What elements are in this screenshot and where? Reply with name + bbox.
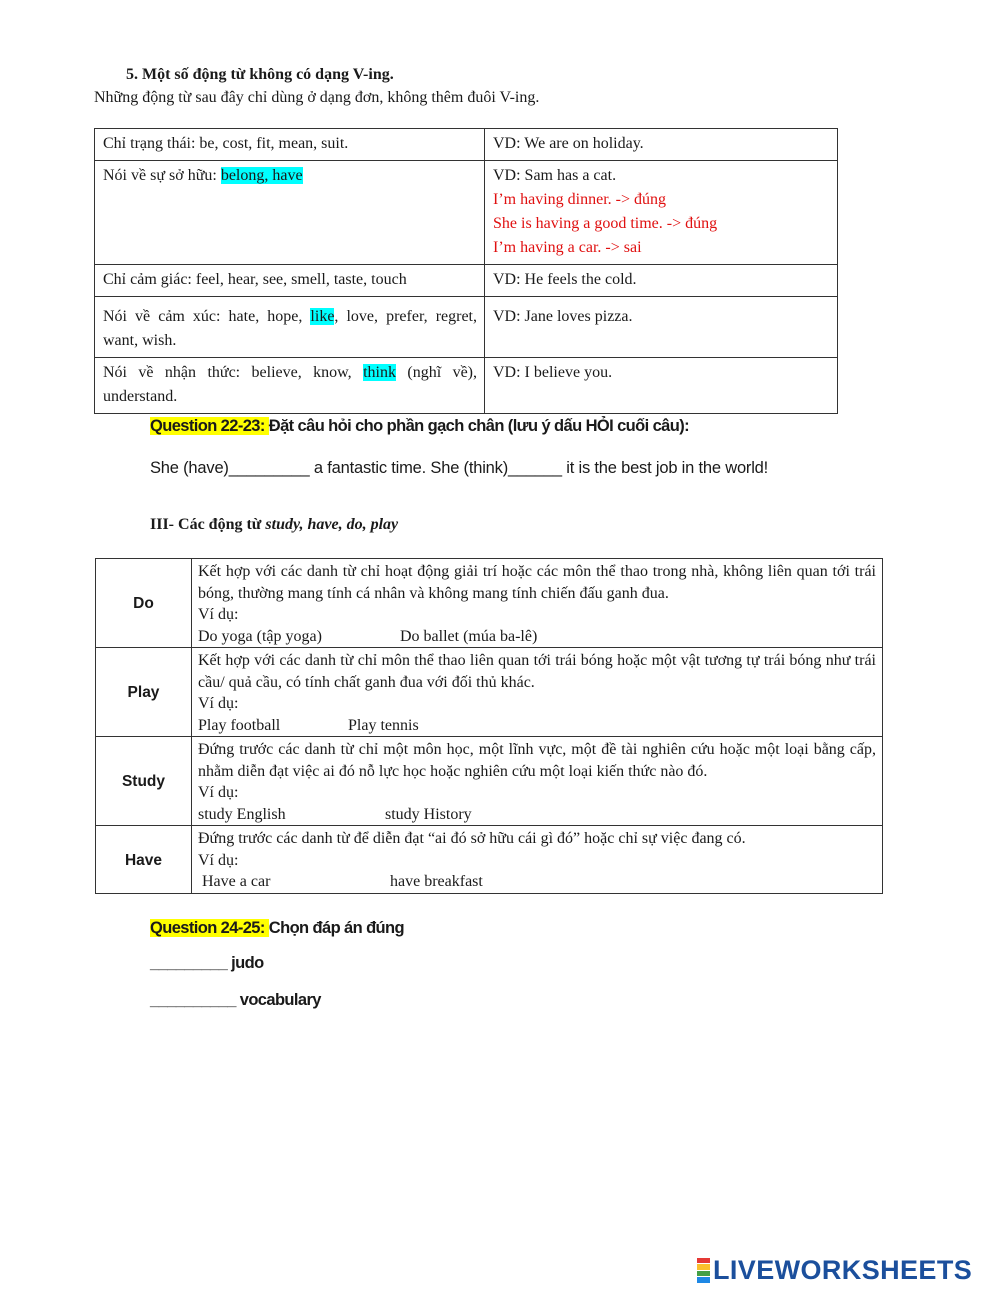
question-22-23 [150,417,689,436]
example-1: study English [198,805,286,823]
question-instruction: Chọn đáp án đúng [268,919,404,937]
verb-key-cell: Study [96,737,192,826]
verb-category-cell [95,297,485,358]
category-text: , love, prefer, regret, want, wish. [103,308,478,349]
section-3-verbs: study, have, do, play [265,516,399,533]
category-text: Nói về sự sở hữu: [103,167,221,184]
section-5-heading: 5. Một số động từ không có dạng V-ing. [126,66,394,83]
question-label: Question 22-23: [150,417,269,435]
example-1: Do yoga (tập yoga) [198,627,322,645]
category-text: (nghĩ về), understand. [103,364,478,405]
category-text: Nói về nhận thức: believe, know, [103,364,364,381]
example-1: Have a car [202,873,271,890]
verb-category-cell [95,358,485,414]
verb-usage-cell [192,826,883,894]
verb-usage-cell [192,559,883,648]
example-line [198,715,876,737]
usage-description: Kết hợp với các danh từ chỉ môn thể thao liên quan tới trái bóng hoặc một vật tương tự trái bóng như trái cầu/ quả cầu, có tính chất ganh đua với đối thủ khác. [198,652,876,691]
section-3-prefix: III- Các động từ [150,516,266,533]
verb-usage-cell [192,737,883,826]
example-1: Play football [198,716,281,734]
question-22-23-sentence: She (have)_________ a fantastic time. She (think)______ it is the best job in the world! [150,459,769,477]
table-row [96,737,883,826]
example-cell [485,161,838,265]
table-row [95,297,838,358]
question-label: Question 24-25: [150,919,269,937]
usage-description: Kết hợp với các danh từ chỉ hoạt động giải trí hoặc các môn thể thao trong nhà, không liên quan tới trái bóng, thường mang tính cá nhân và không mang tính chiến đấu ganh đua. [198,563,876,602]
verb-usage-table [95,558,883,894]
example-line [198,871,876,893]
verb-category-cell: Chỉ trạng thái: be, cost, fit, mean, suit. [95,129,485,161]
example-2: Play tennis [348,716,419,734]
question-instruction: Đặt câu hỏi cho phần gạch chân (lưu ý dấu HỎI cuối câu): [268,417,690,435]
example-2: Do ballet (múa ba-lê) [400,627,538,645]
example-label: Ví dụ: [198,695,239,712]
table-row [95,161,838,265]
example-line [198,804,876,826]
logo-icon [697,1257,710,1283]
example-label: Ví dụ: [198,784,239,801]
example-cell: VD: We are on holiday. [485,129,838,161]
category-text: Nói về cảm xúc: hate, hope, [103,308,311,325]
example-label: Ví dụ: [198,851,239,869]
example-2: have breakfast [390,873,483,890]
table-row [95,265,838,297]
example-2: study History [385,805,472,823]
example-correct-1: I’m having dinner. -> đúng [493,191,666,208]
highlighted-verbs: like [310,308,335,325]
example-cell: VD: I believe you. [485,358,838,414]
table-row [95,129,838,161]
answer-blank-judo: _________ judo [150,954,264,972]
table-row [96,826,883,894]
verb-category-cell [95,161,485,265]
section-5-intro: Những động từ sau đây chỉ dùng ở dạng đơn, không thêm đuôi V-ing. [94,89,540,106]
section-3-heading [150,516,398,534]
table-row [96,559,883,648]
question-24-25 [150,919,404,938]
verb-key-cell: Do [96,559,192,648]
example-cell: VD: He feels the cold. [485,265,838,297]
table-row [96,648,883,737]
highlighted-verbs: think [363,364,396,381]
example-cell: VD: Jane loves pizza. [485,297,838,358]
usage-description: Đứng trước các danh từ để diễn đạt “ai đó sở hữu cái gì đó” hoặc chỉ sự việc đang có. [198,830,746,847]
verb-usage-cell [192,648,883,737]
logo-text: LIVEWORKSHEETS [713,1254,973,1285]
example-line [198,626,876,648]
liveworksheets-logo [697,1254,972,1286]
answer-blank-vocabulary: __________ vocabulary [150,991,321,1009]
verb-key-cell: Play [96,648,192,737]
table-row [95,358,838,414]
example-wrong: I’m having a car. -> sai [493,239,642,256]
usage-description: Đứng trước các danh từ chỉ một môn học, một lĩnh vực, một đề tài nghiên cứu hoặc một loại bằng cấp, nhằm diễn đạt việc ai đó nỗ lực học hoặc nghiên cứu một loại kiến thức nào đó. [198,741,876,780]
verb-key-cell: Have [96,826,192,894]
non-continuous-verbs-table [94,128,838,414]
highlighted-verbs: belong, have [220,167,303,184]
example-text: VD: Sam has a cat. [493,167,617,184]
example-correct-2: She is having a good time. -> đúng [493,215,718,232]
example-label: Ví dụ: [198,606,239,623]
verb-category-cell: Chỉ cảm giác: feel, hear, see, smell, taste, touch [95,265,485,297]
